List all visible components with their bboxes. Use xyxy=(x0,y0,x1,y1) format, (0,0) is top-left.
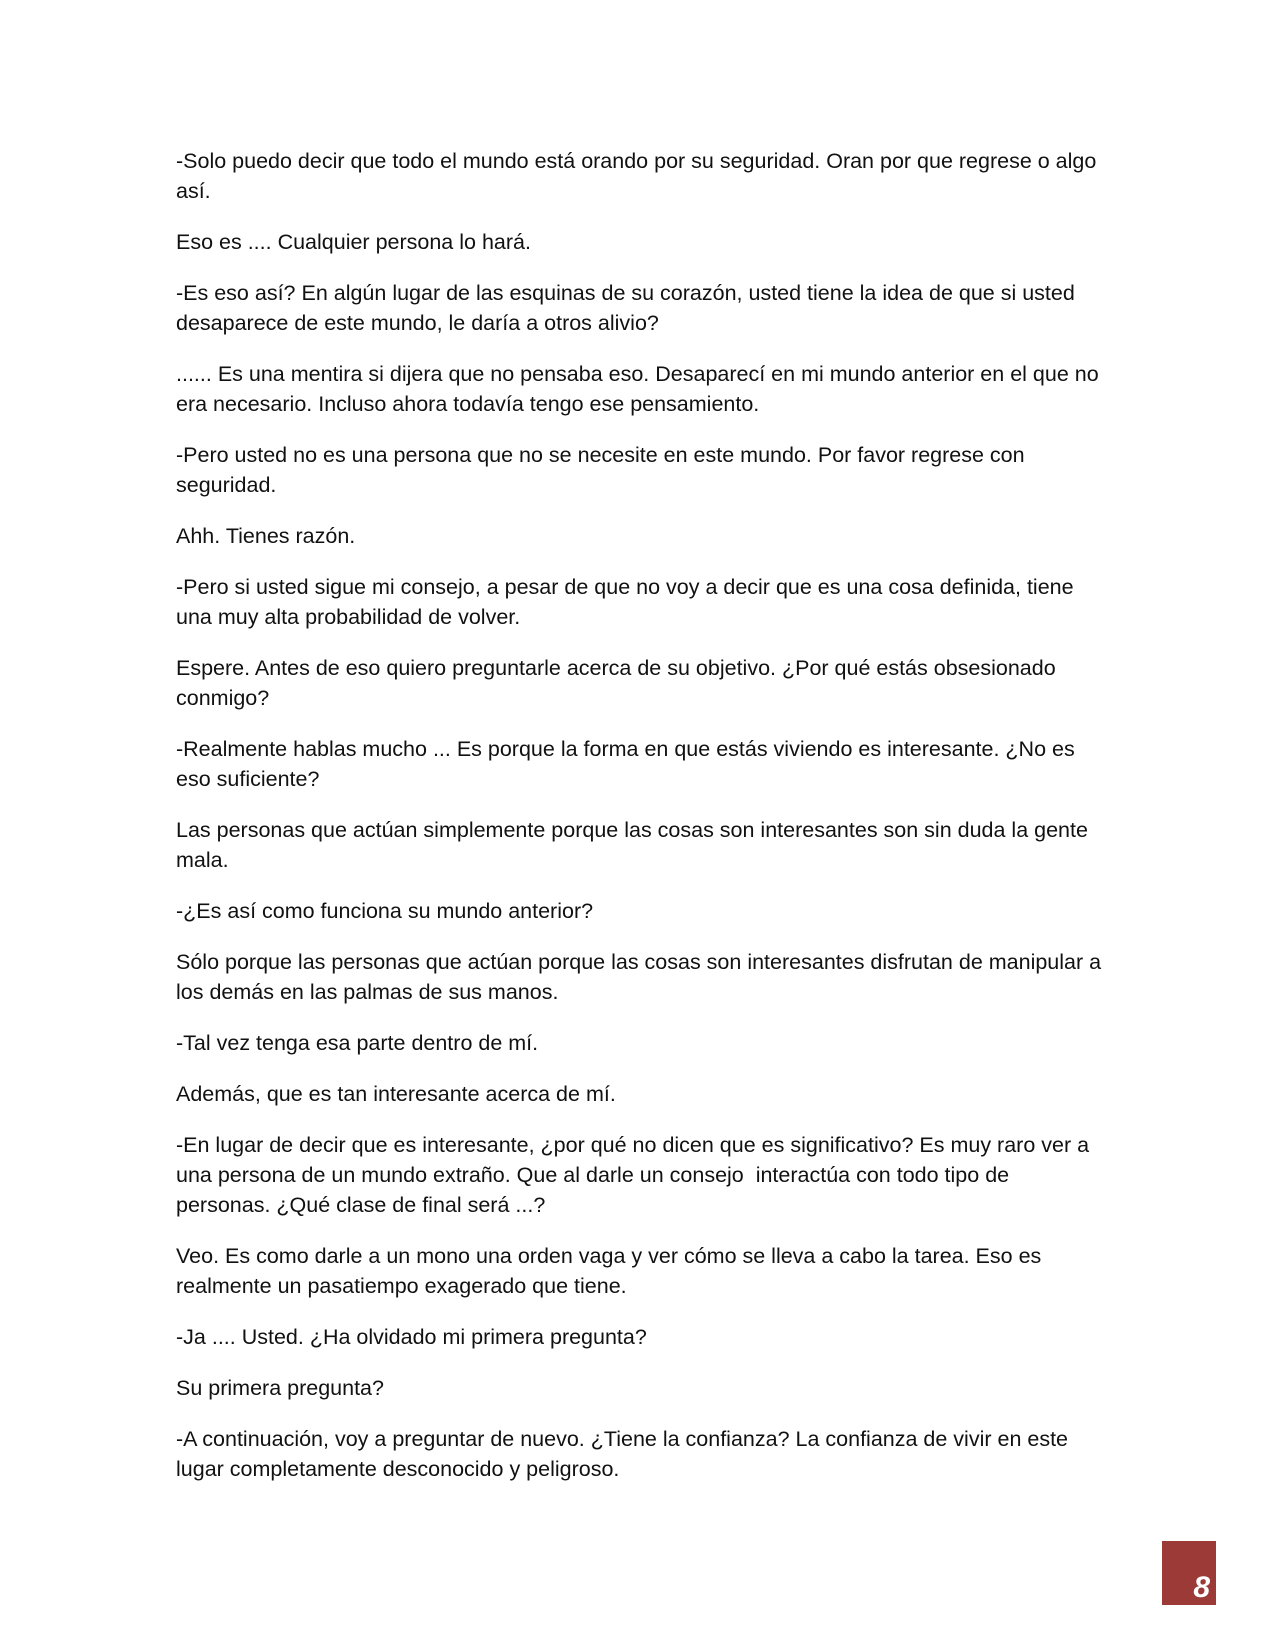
paragraph: -Es eso así? En algún lugar de las esquinas de su corazón, usted tiene la idea de que si usted desaparece de este mundo, le daría a otros alivio? xyxy=(176,281,1081,335)
paragraph: Además, que es tan interesante acerca de mí. xyxy=(176,1082,616,1106)
paragraph: -Pero usted no es una persona que no se necesite en este mundo. Por favor regrese con seguridad. xyxy=(176,443,1031,497)
paragraph: -Tal vez tenga esa parte dentro de mí. xyxy=(176,1031,539,1055)
paragraph: -¿Es así como funciona su mundo anterior? xyxy=(176,899,594,923)
paragraph: Ahh. Tienes razón. xyxy=(176,524,356,548)
paragraph: -Pero si usted sigue mi consejo, a pesar de que no voy a decir que es una cosa definida, tiene una muy alta probabilidad de volver. xyxy=(176,575,1080,629)
paragraph: Las personas que actúan simplemente porque las cosas son interesantes son sin duda la gente mala. xyxy=(176,818,1094,872)
text-body xyxy=(176,146,1106,1505)
paragraph: -Ja .... Usted. ¿Ha olvidado mi primera pregunta? xyxy=(176,1325,647,1349)
paragraph: Veo. Es como darle a un mono una orden vaga y ver cómo se lleva a cabo la tarea. Eso es realmente un pasatiempo exagerado que tiene. xyxy=(176,1244,1048,1298)
paragraph: Sólo porque las personas que actúan porque las cosas son interesantes disfrutan de manipular a los demás en las palmas de sus manos. xyxy=(176,950,1108,1004)
paragraph: Su primera pregunta? xyxy=(176,1376,384,1400)
paragraph: -Solo puedo decir que todo el mundo está orando por su seguridad. Oran por que regrese o algo así. xyxy=(176,149,1103,203)
page-number: 8 xyxy=(1193,1571,1210,1604)
paragraph: Eso es .... Cualquier persona lo hará. xyxy=(176,230,531,254)
page-number-badge xyxy=(1162,1541,1216,1607)
page-number-underline xyxy=(1162,1605,1216,1607)
paragraph: -En lugar de decir que es interesante, ¿por qué no dicen que es significativo? Es muy raro ver a una persona de un mundo extraño. Que al darle un consejo interactúa con todo tipo de personas. ¿Qué clase de final será ...? xyxy=(176,1133,1096,1217)
paragraph: -A continuación, voy a preguntar de nuevo. ¿Tiene la confianza? La confianza de vivir en este lugar completamente desconocido y peligroso. xyxy=(176,1427,1074,1481)
paragraph: Espere. Antes de eso quiero preguntarle acerca de su objetivo. ¿Por qué estás obsesionado conmigo? xyxy=(176,656,1062,710)
paragraph: ...... Es una mentira si dijera que no pensaba eso. Desaparecí en mi mundo anterior en el que no era necesario. Incluso ahora todavía tengo ese pensamiento. xyxy=(176,362,1105,416)
paragraph: -Realmente hablas mucho ... Es porque la forma en que estás viviendo es interesante. ¿No es eso suficiente? xyxy=(176,737,1081,791)
